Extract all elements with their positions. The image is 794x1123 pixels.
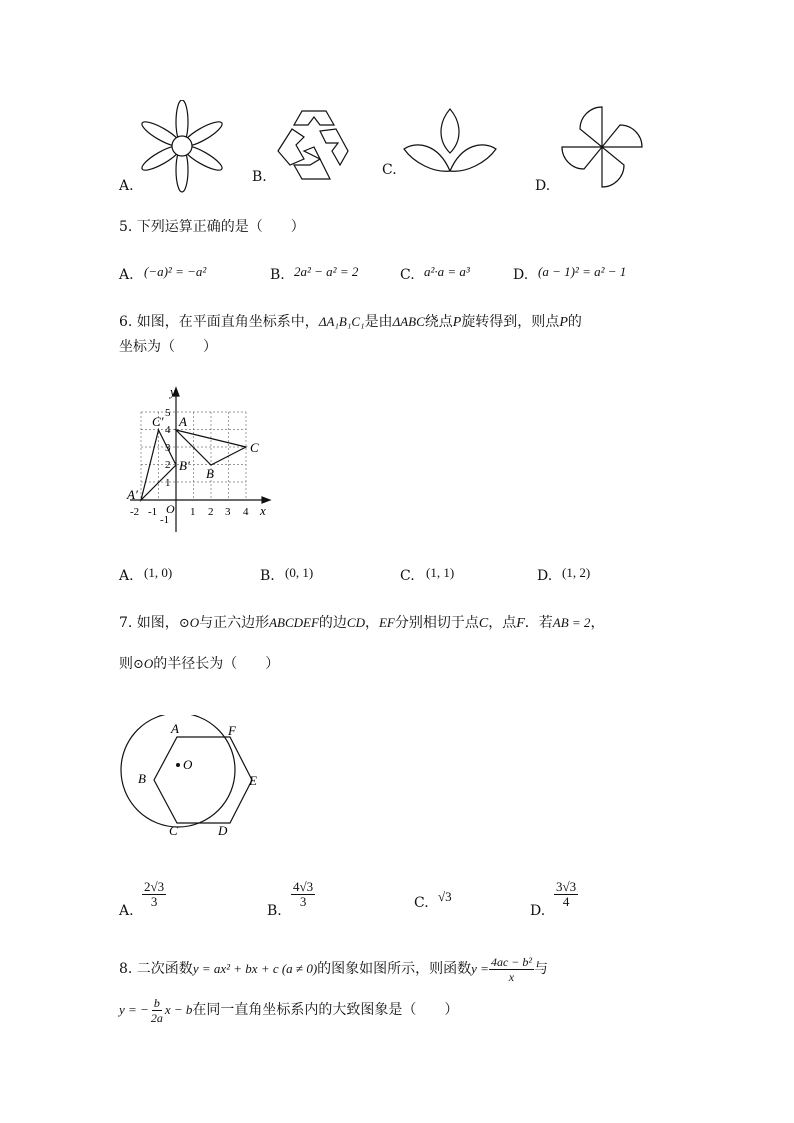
q6-label-b1: B′: [179, 458, 190, 473]
q6-options: [0, 565, 794, 585]
q6-y-tick-5: 5: [165, 407, 171, 419]
q6-option-c-expr: (1, 1): [426, 565, 455, 580]
q4-option-d-label: D.: [535, 178, 551, 194]
q6-option-a-expr: (1, 0): [144, 565, 173, 580]
q7-option-c-letter: C.: [414, 895, 429, 911]
q8-stem-line2: y = − $\frac{b}{2a}$ x − b 在同一直角坐标系内的大致图象是（ ）: [119, 995, 459, 1025]
q8-stem-line1: 8. 二次函数 y = ax² + bx + c (a ≠ 0) 的图象如图所示，则函数 y = $\frac{\text{4ac − b²}}{x}$ 与: [119, 954, 548, 984]
q7-stem-line1: 7. 如图，⊙O与正六边形ABCDEF的边CD，EF分别相切于点C，点F．若AB = 2，: [119, 615, 605, 631]
triangle-arrows-figure: [274, 109, 354, 183]
q6-y-axis-label: y: [170, 384, 176, 399]
q6-origin-label: O: [166, 502, 175, 516]
q6-option-d-expr: (1, 2): [562, 565, 591, 580]
q5-option-d-letter: D.: [513, 267, 529, 283]
q6-option-a-letter: A.: [119, 568, 134, 584]
q6-stem-line1: 6. 如图，在平面直角坐标系中，ΔA₁B₁C₁是由ΔABC绕点P旋转得到，则点P的: [119, 314, 582, 330]
q5-stem: 5. 下列运算正确的是（ ）: [119, 219, 305, 235]
q7-label-d: D: [218, 823, 228, 838]
q6-option-b-letter: B.: [260, 568, 275, 584]
q4-option-a-label: A.: [119, 178, 134, 194]
q6-label-c1: C′: [152, 414, 164, 429]
q7-option-c-expr: √3: [438, 889, 452, 904]
q6-option-c-letter: C.: [400, 568, 415, 584]
q6-stem-line2: 坐标为（ ）: [119, 339, 217, 355]
q7-label-f: F: [228, 723, 236, 738]
q5-option-a-expr: (−a)² = −a²: [144, 264, 207, 279]
q7-label-o: O: [183, 757, 193, 772]
q7-option-b-letter: B.: [267, 903, 282, 919]
q5-option-b-letter: B.: [270, 267, 285, 283]
q6-x-tick-4: 4: [243, 506, 249, 518]
q7-option-a-letter: A.: [119, 903, 134, 919]
q6-label-a1: A′: [127, 487, 138, 502]
pinwheel-figure: [555, 100, 649, 194]
q7-options: [0, 878, 794, 918]
q7-label-c: C: [169, 823, 178, 838]
q5-option-d-expr: (a − 1)² = a² − 1: [538, 264, 627, 279]
q6-label-b: B: [206, 466, 214, 481]
q5-option-a-letter: A.: [119, 267, 134, 283]
q4-figures: [0, 95, 794, 200]
q4-option-c-label: C.: [382, 162, 397, 178]
q6-y-tick-3: 3: [165, 442, 171, 454]
q5-option-b-expr: 2a² − a² = 2: [294, 264, 359, 279]
lotus-figure: [402, 107, 498, 177]
q6-y-tick-1: 1: [165, 477, 171, 489]
q6-option-b-expr: (0, 1): [285, 565, 314, 580]
q4-option-b-label: B.: [252, 169, 267, 185]
q6-label-c: C: [250, 440, 259, 455]
q7-option-a-fraction: $\frac{2√3}{3}$: [144, 879, 165, 909]
q6-x-tick-1: 1: [190, 506, 196, 518]
q7-option-b-fraction: $\frac{4√3}{3}$: [293, 879, 314, 909]
q6-label-a: A: [179, 414, 187, 429]
q5-option-c-letter: C.: [400, 267, 415, 283]
q6-y-tick-neg1: -1: [160, 514, 170, 526]
q7-stem-line2: 则⊙O的半径长为（ ）: [119, 656, 280, 672]
q6-option-d-letter: D.: [537, 568, 553, 584]
flower-figure: [140, 100, 224, 194]
q7-label-a: A: [171, 721, 179, 736]
q7-circle-hexagon-figure: [110, 715, 270, 845]
q7-option-d-fraction: $\frac{3√3}{4}$: [556, 879, 577, 909]
q6-x-tick-neg1: -1: [148, 506, 158, 518]
q6-y-tick-2: 2: [165, 459, 171, 471]
q7-option-d-letter: D.: [530, 903, 546, 919]
q7-label-e: E: [249, 773, 257, 788]
q7-label-b: B: [138, 771, 146, 786]
q6-x-tick-2: 2: [208, 506, 214, 518]
q6-x-axis-label: x: [260, 503, 266, 518]
q6-y-tick-4: 4: [165, 424, 171, 436]
q5-option-c-expr: a²·a = a³: [424, 264, 470, 279]
q6-coordinate-figure: [120, 382, 280, 542]
q6-x-tick-3: 3: [225, 506, 231, 518]
q5-options: [0, 264, 794, 284]
q6-x-tick-neg2: -2: [130, 506, 140, 518]
